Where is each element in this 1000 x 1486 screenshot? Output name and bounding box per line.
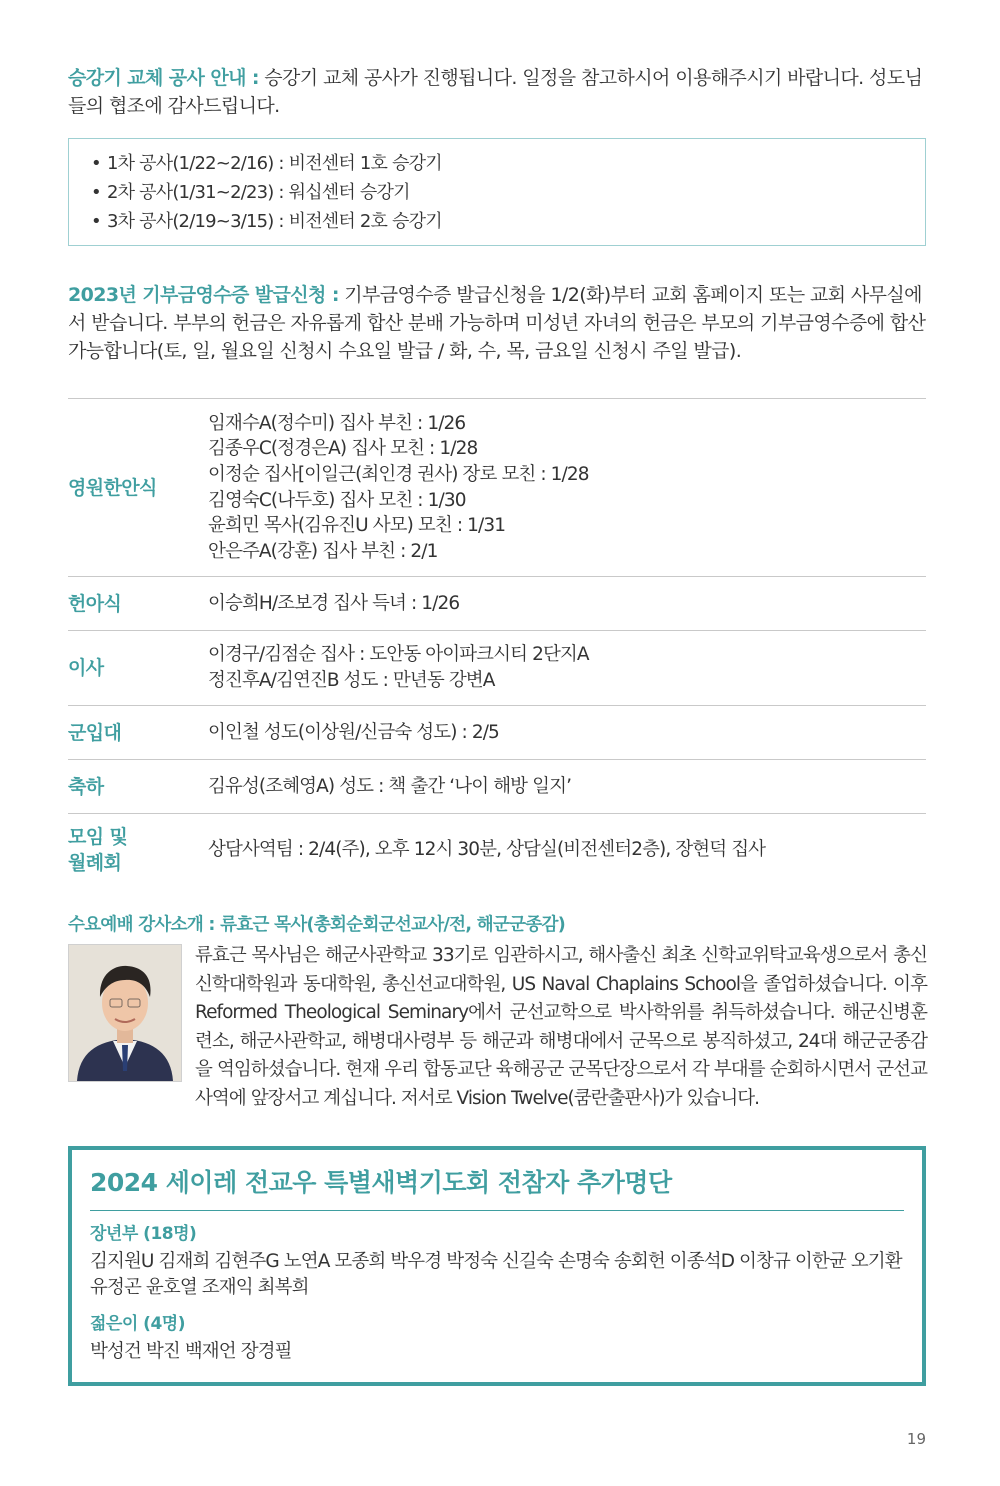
news-category: 군입대 — [68, 721, 122, 744]
elevator-notice — [68, 64, 928, 120]
news-category: 헌아식 — [68, 592, 122, 615]
news-line: 김유성(조혜영A) 성도 : 책 출간 ‘나이 해방 일지’ — [208, 775, 572, 797]
news-row-enlistment — [68, 706, 926, 760]
news-body — [208, 630, 926, 705]
news-body — [208, 399, 926, 577]
speaker-photo — [68, 944, 182, 1082]
news-category: 모임 및 월례회 — [68, 826, 128, 874]
speaker-title: 수요예배 강사소개 : 류효근 목사(총회순회군선교사/전, 해군군종감) — [68, 915, 566, 935]
news-line: 이인철 성도(이상원/신금숙 성도) : 2/5 — [208, 721, 499, 743]
news-line: 이정순 집사[이일근(최인경 권사) 장로 모친 : 1/28 — [208, 463, 589, 485]
elevator-notice-label: 승강기 교체 공사 안내 : — [68, 67, 259, 89]
news-row-congratulation — [68, 760, 926, 814]
church-news-table — [68, 398, 926, 886]
news-body — [208, 762, 926, 812]
prayer-attendees-title: 2024 세이레 전교우 특별새벽기도회 전참자 추가명단 — [90, 1166, 904, 1211]
news-line: 상담사역팀 : 2/4(주), 오후 12시 30분, 상담실(비전센터2층), 장현덕 집사 — [208, 839, 766, 861]
page-number: 19 — [906, 1430, 926, 1448]
news-line: 이경구/김점순 집사 : 도안동 아이파크시티 2단지A — [208, 644, 589, 666]
elevator-schedule-list — [91, 149, 925, 236]
news-row-memorial — [68, 399, 926, 577]
news-line: 김영숙C(나두호) 집사 모친 : 1/30 — [208, 489, 466, 511]
news-line: 정진후A/김연진B 성도 : 만년동 강변A — [208, 670, 495, 691]
group-members-youth: 박성건 박진 백재언 장경필 — [90, 1341, 292, 1362]
speaker-bio: 류효근 목사님은 해군사관학교 33기로 임관하시고, 해사출신 최초 신학교위탁교육생으로서 총신신학대학원과 동대학원, 총신선교대학원, US Naval Chaplains School을 졸업하셨습니다. 이후 Reformed Theological Seminary에서 군선교학으로 박사학위를 취득하셨습니다. 해군신병훈련소, 해군사관학교, 해병대사령부 등 해군과 해병대에서 군목으로 봉직하셨고, 24대 해군군종감을 역임하셨습니다. 현재 우리 합동교단 육해공군 군목단장으로서 각 부대를 순회하시면서 군선교사역에 앞장서고 계십니다. 저서로 Vision Twelve(쿰란출판사)가 있습니다. — [195, 945, 927, 1109]
schedule-item: • 2차 공사(1/31~2/23) : 워십센터 승강기 — [91, 178, 925, 207]
news-category: 영원한안식 — [68, 476, 157, 499]
prayer-attendees-box — [68, 1146, 926, 1386]
speaker-portrait-image — [69, 945, 181, 1081]
donation-receipt-notice — [68, 281, 928, 365]
schedule-item: • 1차 공사(1/22~2/16) : 비전센터 1호 승강기 — [91, 149, 925, 178]
group-members-adults: 김지원U 김재희 김현주G 노연A 모종희 박우경 박정숙 신길숙 손명숙 송회헌 이종석D 이창규 이한균 오기환 유정곤 윤호열 조재익 최복희 — [90, 1251, 902, 1298]
news-row-meetings — [68, 814, 926, 886]
news-line: 임재수A(정수미) 집사 부친 : 1/26 — [208, 412, 466, 434]
news-body — [208, 579, 926, 629]
elevator-schedule-box — [68, 138, 926, 246]
donation-receipt-label: 2023년 기부금영수증 발급신청 : — [68, 284, 339, 306]
news-line: 윤희민 목사(김유진U 사모) 모친 : 1/31 — [208, 515, 506, 537]
group-name-youth: 젊은이 (4명) — [90, 1314, 185, 1334]
news-line: 안은주A(강훈) 집사 부친 : 2/1 — [208, 540, 438, 562]
schedule-item: • 3차 공사(2/19~3/15) : 비전센터 2호 승강기 — [91, 207, 925, 236]
news-category: 축하 — [68, 775, 104, 798]
news-row-dedication — [68, 577, 926, 631]
news-category: 이사 — [68, 657, 104, 679]
news-line: 김종우C(정경은A) 집사 모친 : 1/28 — [208, 438, 478, 460]
news-body — [208, 825, 926, 875]
news-row-moving — [68, 631, 926, 706]
news-line: 이승희H/조보경 집사 득녀 : 1/26 — [208, 592, 460, 614]
donation-receipt-text: 기부금영수증 발급신청을 1/2(화)부터 교회 홈페이지 또는 교회 사무실에서 받습니다. 부부의 헌금은 자유롭게 합산 분배 가능하며 미성년 자녀의 헌금은 부모의 기부금영수증에 합산 가능합니다(토, 일, 월요일 신청시 수요일 발급 / 화, 수, 목, 금요일 신청시 주일 발급). — [68, 284, 926, 362]
news-body — [208, 708, 926, 758]
group-name-adults: 장년부 (18명) — [90, 1224, 197, 1244]
elevator-notice-text: 승강기 교체 공사가 진행됩니다. 일정을 참고하시어 이용해주시기 바랍니다. 성도님들의 협조에 감사드립니다. — [68, 67, 923, 117]
